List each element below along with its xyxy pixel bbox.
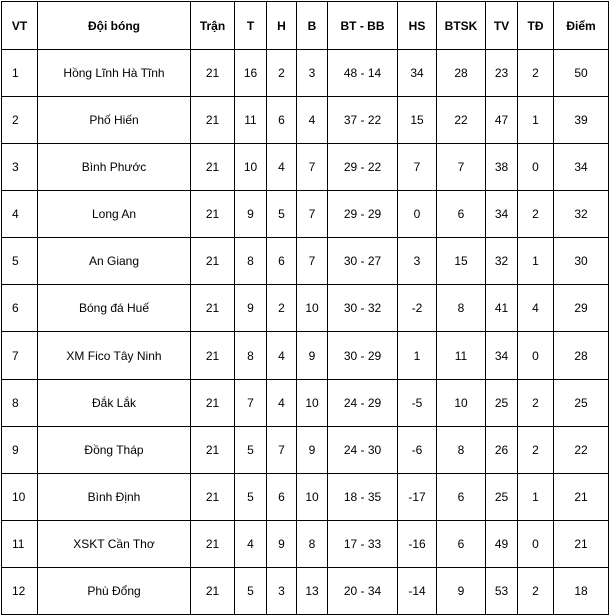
standings-table bbox=[1, 1, 609, 615]
cell-points: 29 bbox=[554, 285, 609, 332]
cell-diff: 34 bbox=[398, 50, 437, 97]
cell-tv: 25 bbox=[486, 379, 518, 426]
cell-tv: 49 bbox=[486, 520, 518, 567]
cell-won: 5 bbox=[235, 473, 267, 520]
cell-td: 2 bbox=[518, 50, 554, 97]
cell-btsk: 6 bbox=[437, 473, 486, 520]
cell-btsk: 15 bbox=[437, 238, 486, 285]
cell-pos: 6 bbox=[2, 285, 38, 332]
cell-drawn: 2 bbox=[267, 50, 297, 97]
cell-points: 21 bbox=[554, 520, 609, 567]
cell-team: An Giang bbox=[38, 238, 191, 285]
cell-tv: 26 bbox=[486, 426, 518, 473]
cell-lost: 10 bbox=[297, 379, 328, 426]
cell-tv: 47 bbox=[486, 97, 518, 144]
header-goals: BT - BB bbox=[328, 2, 398, 50]
header-drawn: H bbox=[267, 2, 297, 50]
cell-played: 21 bbox=[191, 520, 235, 567]
cell-won: 16 bbox=[235, 50, 267, 97]
cell-won: 9 bbox=[235, 191, 267, 238]
cell-drawn: 6 bbox=[267, 473, 297, 520]
cell-won: 10 bbox=[235, 144, 267, 191]
cell-pos: 7 bbox=[2, 332, 38, 379]
cell-lost: 8 bbox=[297, 520, 328, 567]
cell-team: Bình Định bbox=[38, 473, 191, 520]
cell-team: Đồng Tháp bbox=[38, 426, 191, 473]
cell-diff: 7 bbox=[398, 144, 437, 191]
cell-team: Bình Phước bbox=[38, 144, 191, 191]
cell-drawn: 2 bbox=[267, 285, 297, 332]
standings-header bbox=[2, 2, 609, 50]
cell-goals: 29 - 22 bbox=[328, 144, 398, 191]
cell-team: XSKT Cần Thơ bbox=[38, 520, 191, 567]
header-team: Đội bóng bbox=[38, 2, 191, 50]
cell-won: 8 bbox=[235, 238, 267, 285]
cell-lost: 10 bbox=[297, 473, 328, 520]
cell-pos: 1 bbox=[2, 50, 38, 97]
cell-lost: 3 bbox=[297, 50, 328, 97]
cell-btsk: 8 bbox=[437, 426, 486, 473]
table-row bbox=[2, 426, 609, 473]
cell-td: 1 bbox=[518, 473, 554, 520]
cell-drawn: 6 bbox=[267, 238, 297, 285]
cell-diff: -6 bbox=[398, 426, 437, 473]
cell-drawn: 4 bbox=[267, 144, 297, 191]
cell-drawn: 3 bbox=[267, 567, 297, 614]
cell-lost: 4 bbox=[297, 97, 328, 144]
table-row bbox=[2, 50, 609, 97]
cell-lost: 7 bbox=[297, 191, 328, 238]
cell-btsk: 28 bbox=[437, 50, 486, 97]
table-row bbox=[2, 97, 609, 144]
header-btsk: BTSK bbox=[437, 2, 486, 50]
cell-goals: 29 - 29 bbox=[328, 191, 398, 238]
cell-won: 8 bbox=[235, 332, 267, 379]
cell-drawn: 4 bbox=[267, 332, 297, 379]
cell-pos: 5 bbox=[2, 238, 38, 285]
cell-tv: 53 bbox=[486, 567, 518, 614]
cell-team: Đắk Lắk bbox=[38, 379, 191, 426]
cell-td: 0 bbox=[518, 520, 554, 567]
table-row bbox=[2, 238, 609, 285]
cell-won: 11 bbox=[235, 97, 267, 144]
cell-diff: -2 bbox=[398, 285, 437, 332]
cell-tv: 34 bbox=[486, 191, 518, 238]
cell-td: 2 bbox=[518, 191, 554, 238]
table-row bbox=[2, 332, 609, 379]
cell-goals: 24 - 29 bbox=[328, 379, 398, 426]
cell-drawn: 5 bbox=[267, 191, 297, 238]
cell-td: 0 bbox=[518, 144, 554, 191]
cell-tv: 41 bbox=[486, 285, 518, 332]
table-row bbox=[2, 520, 609, 567]
cell-td: 2 bbox=[518, 567, 554, 614]
cell-points: 28 bbox=[554, 332, 609, 379]
cell-pos: 4 bbox=[2, 191, 38, 238]
cell-played: 21 bbox=[191, 473, 235, 520]
cell-points: 50 bbox=[554, 50, 609, 97]
cell-diff: 3 bbox=[398, 238, 437, 285]
cell-btsk: 8 bbox=[437, 285, 486, 332]
header-played: Trận bbox=[191, 2, 235, 50]
cell-won: 5 bbox=[235, 426, 267, 473]
cell-lost: 9 bbox=[297, 426, 328, 473]
cell-points: 22 bbox=[554, 426, 609, 473]
header-td: TĐ bbox=[518, 2, 554, 50]
cell-played: 21 bbox=[191, 285, 235, 332]
cell-won: 9 bbox=[235, 285, 267, 332]
cell-td: 1 bbox=[518, 97, 554, 144]
cell-lost: 9 bbox=[297, 332, 328, 379]
cell-goals: 18 - 35 bbox=[328, 473, 398, 520]
cell-goals: 37 - 22 bbox=[328, 97, 398, 144]
cell-goals: 20 - 34 bbox=[328, 567, 398, 614]
cell-td: 4 bbox=[518, 285, 554, 332]
cell-diff: -16 bbox=[398, 520, 437, 567]
cell-team: XM Fico Tây Ninh bbox=[38, 332, 191, 379]
cell-tv: 34 bbox=[486, 332, 518, 379]
cell-diff: -14 bbox=[398, 567, 437, 614]
cell-points: 39 bbox=[554, 97, 609, 144]
cell-team: Long An bbox=[38, 191, 191, 238]
cell-btsk: 6 bbox=[437, 191, 486, 238]
cell-drawn: 9 bbox=[267, 520, 297, 567]
header-row bbox=[2, 2, 609, 50]
table-row bbox=[2, 191, 609, 238]
cell-lost: 13 bbox=[297, 567, 328, 614]
cell-played: 21 bbox=[191, 50, 235, 97]
header-points: Điểm bbox=[554, 2, 609, 50]
cell-drawn: 6 bbox=[267, 97, 297, 144]
cell-won: 7 bbox=[235, 379, 267, 426]
cell-won: 4 bbox=[235, 520, 267, 567]
cell-td: 1 bbox=[518, 238, 554, 285]
cell-diff: 0 bbox=[398, 191, 437, 238]
cell-pos: 3 bbox=[2, 144, 38, 191]
cell-played: 21 bbox=[191, 379, 235, 426]
cell-played: 21 bbox=[191, 97, 235, 144]
table-row bbox=[2, 473, 609, 520]
cell-team: Bóng đá Huế bbox=[38, 285, 191, 332]
cell-goals: 17 - 33 bbox=[328, 520, 398, 567]
cell-points: 21 bbox=[554, 473, 609, 520]
cell-goals: 48 - 14 bbox=[328, 50, 398, 97]
cell-btsk: 10 bbox=[437, 379, 486, 426]
cell-pos: 8 bbox=[2, 379, 38, 426]
cell-played: 21 bbox=[191, 567, 235, 614]
cell-tv: 38 bbox=[486, 144, 518, 191]
cell-diff: -5 bbox=[398, 379, 437, 426]
cell-drawn: 7 bbox=[267, 426, 297, 473]
cell-points: 25 bbox=[554, 379, 609, 426]
cell-points: 32 bbox=[554, 191, 609, 238]
header-won: T bbox=[235, 2, 267, 50]
cell-played: 21 bbox=[191, 426, 235, 473]
cell-pos: 2 bbox=[2, 97, 38, 144]
cell-btsk: 9 bbox=[437, 567, 486, 614]
cell-goals: 24 - 30 bbox=[328, 426, 398, 473]
cell-tv: 23 bbox=[486, 50, 518, 97]
table-row bbox=[2, 379, 609, 426]
header-pos: VT bbox=[2, 2, 38, 50]
header-diff: HS bbox=[398, 2, 437, 50]
table-row bbox=[2, 567, 609, 614]
cell-btsk: 11 bbox=[437, 332, 486, 379]
table-row bbox=[2, 285, 609, 332]
cell-goals: 30 - 32 bbox=[328, 285, 398, 332]
cell-points: 34 bbox=[554, 144, 609, 191]
cell-lost: 10 bbox=[297, 285, 328, 332]
cell-btsk: 6 bbox=[437, 520, 486, 567]
cell-diff: 15 bbox=[398, 97, 437, 144]
cell-won: 5 bbox=[235, 567, 267, 614]
cell-pos: 11 bbox=[2, 520, 38, 567]
cell-diff: 1 bbox=[398, 332, 437, 379]
cell-pos: 9 bbox=[2, 426, 38, 473]
cell-played: 21 bbox=[191, 238, 235, 285]
cell-played: 21 bbox=[191, 144, 235, 191]
cell-tv: 25 bbox=[486, 473, 518, 520]
cell-diff: -17 bbox=[398, 473, 437, 520]
cell-td: 2 bbox=[518, 379, 554, 426]
table-row bbox=[2, 144, 609, 191]
cell-team: Phù Đổng bbox=[38, 567, 191, 614]
cell-tv: 32 bbox=[486, 238, 518, 285]
cell-drawn: 4 bbox=[267, 379, 297, 426]
cell-played: 21 bbox=[191, 191, 235, 238]
cell-points: 30 bbox=[554, 238, 609, 285]
cell-played: 21 bbox=[191, 332, 235, 379]
cell-goals: 30 - 29 bbox=[328, 332, 398, 379]
cell-lost: 7 bbox=[297, 144, 328, 191]
cell-td: 0 bbox=[518, 332, 554, 379]
cell-goals: 30 - 27 bbox=[328, 238, 398, 285]
cell-team: Phố Hiến bbox=[38, 97, 191, 144]
cell-btsk: 22 bbox=[437, 97, 486, 144]
cell-btsk: 7 bbox=[437, 144, 486, 191]
cell-pos: 12 bbox=[2, 567, 38, 614]
header-lost: B bbox=[297, 2, 328, 50]
cell-team: Hồng Lĩnh Hà Tĩnh bbox=[38, 50, 191, 97]
standings-body bbox=[2, 50, 609, 615]
cell-pos: 10 bbox=[2, 473, 38, 520]
cell-points: 18 bbox=[554, 567, 609, 614]
cell-td: 2 bbox=[518, 426, 554, 473]
header-tv: TV bbox=[486, 2, 518, 50]
cell-lost: 7 bbox=[297, 238, 328, 285]
